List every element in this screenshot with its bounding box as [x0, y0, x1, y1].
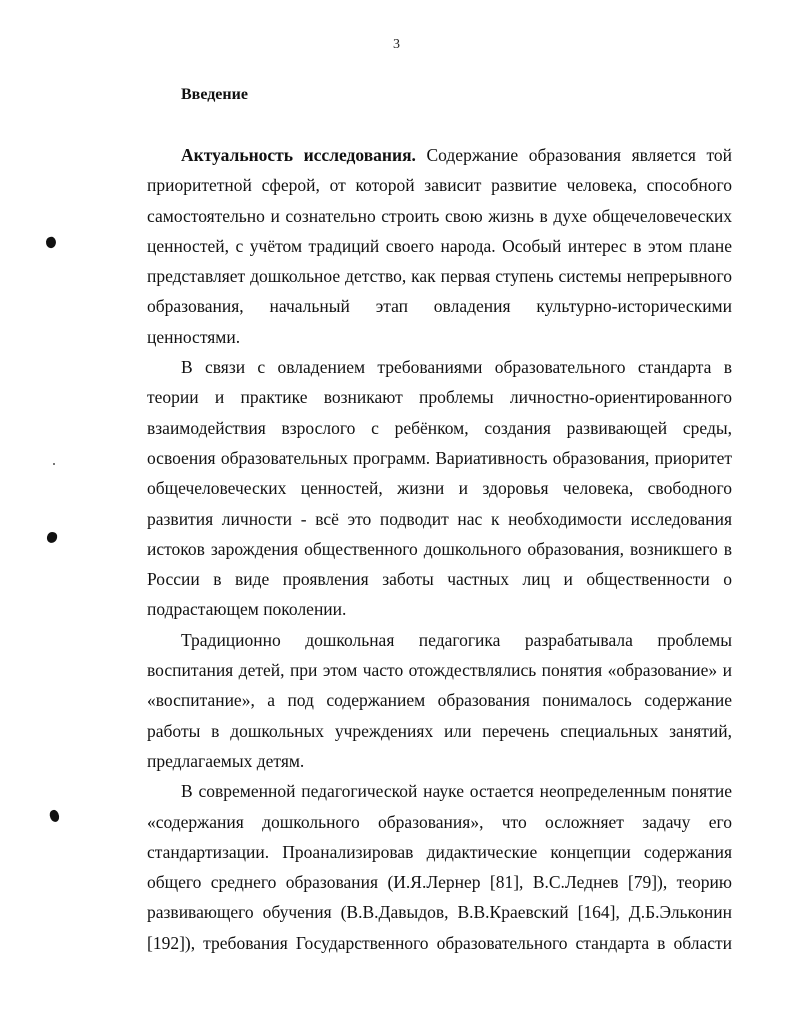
paragraph-line: истоков зарождения общественного дошкольного образования, возникшего в — [147, 538, 732, 559]
paragraph — [147, 776, 732, 958]
paragraph-line: подрастающем поколении. — [147, 599, 347, 620]
margin-mark — [48, 809, 61, 824]
page-number: 3 — [393, 37, 400, 52]
paragraph-line: [192]), требования Государственного образовательного стандарта в области — [147, 932, 732, 953]
paragraph-line: общечеловеческих ценностей, жизни и здоровья человека, свободного — [147, 478, 732, 499]
margin-mark — [46, 531, 58, 544]
paragraph — [147, 352, 732, 625]
paragraph-line: самостоятельно и сознательно строить свою жизнь в духе общечеловеческих — [147, 205, 732, 226]
paragraph-line: «содержания дошкольного образования», что осложняет задачу его — [147, 811, 732, 832]
paragraph-line: освоения образовательных программ. Вариативность образования, приоритет — [147, 447, 732, 468]
paragraph-line: Актуальность исследования. Содержание образования является той — [181, 145, 732, 165]
paragraph-line: Традиционно дошкольная педагогика разрабатывала проблемы — [181, 629, 732, 650]
paragraph-line: работы в дошкольных учреждениях или перечень специальных занятий, — [147, 720, 732, 741]
margin-mark — [45, 236, 58, 249]
paragraph-line: В современной педагогической науке остается неопределенным понятие — [181, 781, 732, 802]
paragraph-line: России в виде проявления заботы частных лиц и общественности о — [147, 569, 732, 590]
paragraph-line: «воспитание», а под содержанием образования понималось содержание — [147, 690, 732, 711]
paragraph-line: ценностями. — [147, 326, 241, 347]
paragraph-line: воспитания детей, при этом часто отождествлялись понятия «образование» и — [147, 660, 732, 681]
paragraph-line: ценностей, с учётом традиций своего народа. Особый интерес в этом плане — [147, 235, 732, 256]
paragraph-line: теории и практике возникают проблемы личностно-ориентированного — [147, 387, 732, 408]
paragraph-line: предлагаемых детям. — [147, 750, 305, 771]
paragraph-line: приоритетной сферой, от которой зависит развитие человека, способного — [147, 175, 732, 196]
paragraph-line: представляет дошкольное детство, как первая ступень системы непрерывного — [147, 266, 732, 287]
paragraph-line: стандартизации. Проанализировав дидактические концепции содержания — [147, 841, 732, 862]
paragraph-line: В связи с овладением требованиями образовательного стандарта в — [181, 357, 732, 378]
paragraph — [147, 140, 732, 352]
paragraph-line: развивающего обучения (В.В.Давыдов, В.В.Краевский [164], Д.Б.Эльконин — [147, 902, 732, 923]
paragraph-line: общего среднего образования (И.Я.Лернер [81], В.С.Леднев [79]), теорию — [147, 872, 732, 893]
paragraph-line: взаимодействия взрослого с ребёнком, создания развивающей среды, — [147, 417, 732, 438]
lead-phrase: Актуальность исследования. — [181, 145, 416, 165]
paragraph-line: образования, начальный этап овладения культурно-историческими — [147, 296, 732, 317]
paragraph-line: развития личности - всё это подводит нас к необходимости исследования — [147, 508, 732, 529]
section-heading: Введение — [181, 86, 248, 103]
body-text — [147, 140, 732, 958]
paragraph — [147, 625, 732, 776]
margin-dot — [53, 463, 55, 465]
